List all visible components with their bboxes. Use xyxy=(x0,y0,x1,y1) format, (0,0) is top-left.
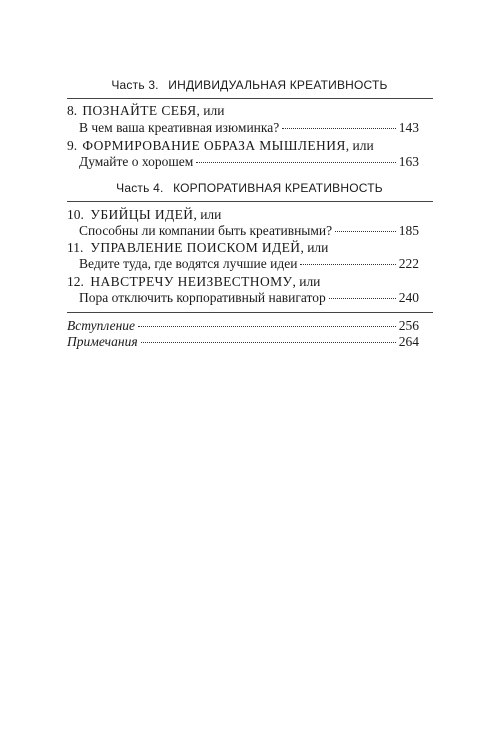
dot-leader xyxy=(138,326,396,327)
divider-rule xyxy=(67,98,433,99)
page-number: 163 xyxy=(398,154,419,169)
toc-entry-12-subtitle-line xyxy=(79,290,419,306)
chapter-title: УБИЙЦЫ ИДЕЙ xyxy=(90,207,194,222)
part-4-title: КОРПОРАТИВНАЯ КРЕАТИВНОСТЬ xyxy=(173,181,383,195)
toc-entry-introduction xyxy=(67,318,419,334)
divider-rule xyxy=(67,312,433,313)
chapter-suffix: , или xyxy=(300,240,329,255)
page-number: 185 xyxy=(398,223,419,238)
page-number: 222 xyxy=(398,256,419,271)
dot-leader xyxy=(196,162,395,163)
part-3-title: ИНДИВИДУАЛЬНАЯ КРЕАТИВНОСТЬ xyxy=(168,78,388,92)
toc-entry-9-subtitle-line xyxy=(79,154,419,170)
chapter-number: 12. xyxy=(67,274,84,289)
chapter-suffix: , или xyxy=(193,207,222,222)
toc-entry-12-title xyxy=(67,274,320,290)
chapter-subtitle: В чем ваша креативная изюминка? xyxy=(79,120,280,135)
chapter-subtitle: Способны ли компании быть креативными? xyxy=(79,223,333,238)
dot-leader xyxy=(335,231,396,232)
chapter-suffix: , или xyxy=(196,103,225,118)
page-number: 264 xyxy=(398,334,419,349)
page-number: 143 xyxy=(398,120,419,135)
chapter-subtitle: Ведите туда, где водятся лучшие идеи xyxy=(79,256,298,271)
dot-leader xyxy=(300,264,395,265)
chapter-suffix: , или xyxy=(292,274,321,289)
toc-entry-10-subtitle-line xyxy=(79,223,419,239)
toc-entry-9-title xyxy=(67,138,374,154)
toc-entry-11-subtitle-line xyxy=(79,256,419,272)
chapter-number: 8. xyxy=(67,103,78,118)
chapter-number: 11. xyxy=(67,240,84,255)
toc-entry-10-title xyxy=(67,207,221,223)
chapter-number: 9. xyxy=(67,138,78,153)
chapter-title: ПОЗНАЙТЕ СЕБЯ xyxy=(82,103,197,118)
chapter-suffix: , или xyxy=(345,138,374,153)
dot-leader xyxy=(141,342,396,343)
chapter-title: УПРАВЛЕНИЕ ПОИСКОМ ИДЕЙ xyxy=(90,240,301,255)
backmatter-title: Вступление xyxy=(67,318,136,333)
page-number: 240 xyxy=(398,290,419,305)
chapter-subtitle: Думайте о хорошем xyxy=(79,154,194,169)
dot-leader xyxy=(282,128,396,129)
divider-rule xyxy=(67,201,433,202)
part-3-label: Часть 3. xyxy=(111,78,159,92)
page-number: 256 xyxy=(398,318,419,333)
toc-entry-8-title xyxy=(67,103,224,119)
backmatter-title: Примечания xyxy=(67,334,138,349)
chapter-title: ФОРМИРОВАНИЕ ОБРАЗА МЫШЛЕНИЯ xyxy=(82,138,346,153)
toc-entry-8-subtitle-line xyxy=(79,120,419,136)
chapter-subtitle: Пора отключить корпоративный навигатор xyxy=(79,290,326,305)
chapter-title: НАВСТРЕЧУ НЕИЗВЕСТНОМУ xyxy=(90,274,293,289)
dot-leader xyxy=(329,298,396,299)
chapter-number: 10. xyxy=(67,207,84,222)
toc-entry-11-title xyxy=(67,240,328,256)
part-4-label: Часть 4. xyxy=(116,181,164,195)
part-4-heading xyxy=(0,181,499,195)
toc-entry-notes xyxy=(67,334,419,350)
part-3-heading xyxy=(0,78,499,92)
